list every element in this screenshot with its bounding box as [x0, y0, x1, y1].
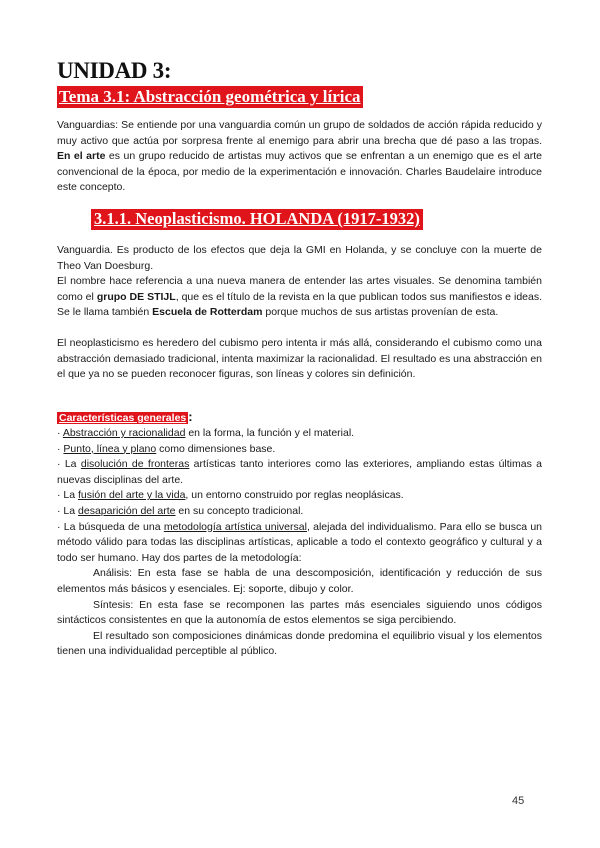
unit-title: UNIDAD 3: [57, 58, 172, 83]
item-key-term: metodología artística universal [163, 520, 307, 533]
list-item [57, 442, 542, 458]
characteristics-colon: : [188, 409, 193, 424]
intro-paragraph [57, 118, 542, 196]
analysis-paragraph: Análisis: En esta fase se habla de una descomposición, identificación y reducción de sus elementos más básicos y esenciales. Ej: soporte, dibujo y color. [57, 567, 542, 595]
item-prefix: · La [57, 458, 81, 471]
item-prefix: · [57, 442, 64, 455]
item-prefix: · La [57, 504, 79, 517]
item-text: , alejada del individualismo. Para ello se busca un método válido para todas las disciplinas artísticas, aplicable a todo el contexto geográfico y cultural y a todo ser humano. Hay dos partes de la metodología: [57, 520, 543, 564]
item-text: en la forma, la función y el material. [185, 427, 355, 439]
neo-paragraph-3: El neoplasticismo es heredero del cubismo pero intenta ir más allá, considerando el cubismo como una abstracción demasiado tradicional, intenta maximizar la racionalidad. El resultado es una abstracción en el que ya no se pueden reconocer figuras, son líneas y colores sin definición. [57, 337, 542, 381]
item-key-term: desaparición del arte [78, 504, 176, 517]
neo-paragraph-1: Vanguardia. Es producto de los efectos que deja la GMI en Holanda, y se concluye con la muerte de Theo Van Doesburg. [57, 244, 542, 272]
rotterdam-term: Escuela de Rotterdam [152, 306, 263, 319]
list-item [57, 504, 542, 520]
de-stijl-term: grupo DE STIJL [96, 290, 176, 303]
intro-text-b: es un grupo reducido de artistas muy activos que se enfrentan a un enemigo que es el arte convencional de la época, por medio de la experimentación e innovación. Charles Baudelaire introduce este concepto. [57, 150, 542, 194]
list-item [57, 488, 542, 504]
item-prefix: · La búsqueda de una [57, 520, 164, 533]
item-prefix: · [57, 427, 63, 439]
item-key-term: disolución de fronteras [80, 458, 190, 471]
neo-p2-text-c: porque muchos de sus artistas provenían de esta. [262, 306, 499, 319]
item-key-term: fusión del arte y la vida [78, 489, 186, 502]
list-item [57, 426, 542, 442]
characteristics-label: Características generales [59, 412, 187, 424]
neo-p2-text-b: , que es el título de la revista en la que publican todos sus manifiestos e ideas. Se le llama también [57, 290, 543, 319]
neo-p2-text-a: El nombre hace referencia a una nueva manera de entender las artes visuales. Se denomina también como el [57, 275, 542, 303]
intro-text-a: Vanguardias: Se entiende por una vanguardia común un grupo de soldados de acción rápida reducido y muy activo que actúa por sorpresa frente al enemigo para abrir una brecha que dé paso a las tropas. [57, 119, 542, 147]
item-text: en su concepto tradicional. [175, 504, 304, 517]
item-prefix: · La [57, 489, 79, 502]
item-text: como dimensiones base. [156, 442, 276, 455]
subsection-title: 3.1.1. Neoplasticismo. HOLANDA (1917-1932) [91, 209, 423, 230]
item-key-term: Abstracción y racionalidad [62, 427, 186, 439]
item-text: , un entorno construido por reglas neoplásicas. [185, 489, 404, 502]
synthesis-paragraph: Síntesis: En esta fase se recomponen las partes más esenciales siguiendo unos códigos sintácticos consistentes en que la autonomía de estos elementos se siga percibiendo. [57, 598, 542, 627]
result-paragraph: El resultado son composiciones dinámicas donde predomina el equilibrio visual y los elementos tienen una individualidad perceptible al público. [57, 629, 542, 658]
neo-paragraph-2 [57, 274, 542, 321]
item-key-term: Punto, línea y plano [63, 442, 157, 455]
list-item [57, 457, 542, 488]
characteristics-heading [57, 410, 193, 425]
list-item [57, 520, 542, 567]
topic-title: Tema 3.1: Abstracción geométrica y lírica [59, 87, 361, 106]
intro-bold-term: En el arte [57, 150, 106, 163]
characteristics-list [57, 426, 542, 660]
page-number: 45 [512, 795, 525, 807]
item-text: artísticas tanto interiores como las exteriores, ampliando estas últimas a nuevas disciplinas del arte. [57, 458, 542, 486]
